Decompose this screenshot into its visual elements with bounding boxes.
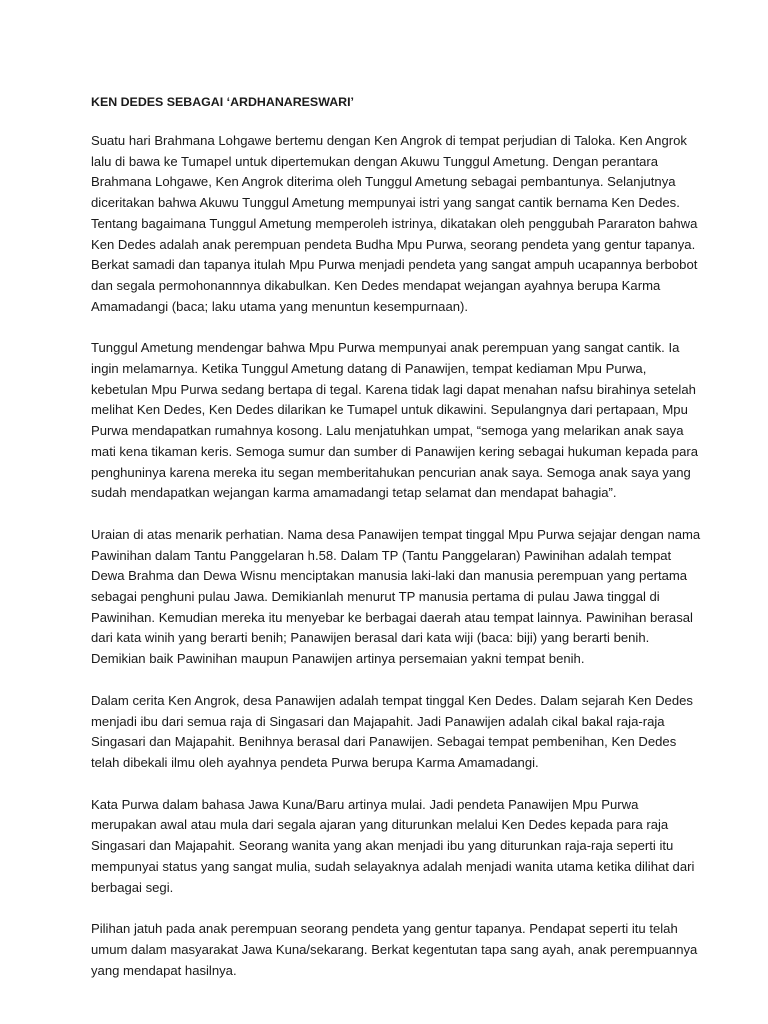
document-title: KEN DEDES SEBAGAI ‘ARDHANARESWARI’ (91, 95, 354, 109)
document-page (91, 92, 701, 1002)
paragraph-2: Tunggul Ametung mendengar bahwa Mpu Purwa mempunyai anak perempuan yang sangat cantik. Ia ingin melamarnya. Ketika Tunggul Ametung datang di Panawijen, tempat kediaman Mpu Purwa, kebetulan Mpu Purwa sedang bertapa di tegal. Karena tidak lagi dapat menahan nafsu birahinya setelah melihat Ken Dedes, Ken Dedes dilarikan ke Tumapel untuk dikawini. Sepulangnya dari pertapaan, Mpu Purwa mendapatkan rumahnya kosong. Lalu menjatuhkan umpat, “semoga yang melarikan anak saya mati kena tikaman keris. Semoga sumur dan sumber di Panawijen kering sebagai hukuman kepada para penghuninya karena mereka itu segan memberitahukan pencurian anak saya. Semoga anak saya yang sudah mendapatkan wejangan karma amamadangi tetap selamat dan mendapat bahagia”. (91, 340, 699, 501)
paragraph-1: Suatu hari Brahmana Lohgawe bertemu dengan Ken Angrok di tempat perjudian di Taloka. Ken Angrok lalu di bawa ke Tumapel untuk dipertemukan dengan Akuwu Tunggul Ametung. Dengan perantara Brahmana Lohgawe, Ken Angrok diterima oleh Tunggul Ametung sebagai pembantunya. Selanjutnya diceritakan bahwa Akuwu Tunggul Ametung mempunyai istri yang sangat cantik bernama Ken Dedes. Tentang bagaimana Tunggul Ametung memperoleh istrinya, dikatakan oleh penggubah Pararaton bahwa Ken Dedes adalah anak perempuan pendeta Budha Mpu Purwa, seorang pendeta yang gentur tapanya. Berkat samadi dan tapanya itulah Mpu Purwa menjadi pendeta yang sangat ampuh ucapannya berbobot dan segala permohonannnya dikabulkan. Ken Dedes mendapat wejangan ayahnya berupa Karma Amamadangi (baca; laku utama yang menuntun kesempurnaan). (91, 133, 698, 314)
paragraph-6: Pilihan jatuh pada anak perempuan seorang pendeta yang gentur tapanya. Pendapat seperti itu telah umum dalam masyarakat Jawa Kuna/sekarang. Berkat kegentutan tapa sang ayah, anak perempuannya yang mendapat hasilnya. (91, 921, 698, 978)
paragraph-5: Kata Purwa dalam bahasa Jawa Kuna/Baru artinya mulai. Jadi pendeta Panawijen Mpu Purwa merupakan awal atau mula dari segala ajaran yang diturunkan melalui Ken Dedes kepada para raja Singasari dan Majapahit. Seorang wanita yang akan menjadi ibu yang diturunkan raja-raja seperti itu mempunyai status yang sangat mulia, sudah selayaknya adalah menjadi wanita utama ketika dilihat dari berbagai segi. (91, 796, 695, 895)
paragraph-4: Dalam cerita Ken Angrok, desa Panawijen adalah tempat tinggal Ken Dedes. Dalam sejarah Ken Dedes menjadi ibu dari semua raja di Singasari dan Majapahit. Jadi Panawijen adalah cikal bakal raja-raja Singasari dan Majapahit. Benihnya berasal dari Panawijen. Sebagai tempat pembenihan, Ken Dedes telah dibekali ilmu oleh ayahnya pendeta Purwa berupa Karma Amamadangi. (91, 692, 693, 770)
paragraph-3: Uraian di atas menarik perhatian. Nama desa Panawijen tempat tinggal Mpu Purwa sejajar dengan nama Pawinihan dalam Tantu Panggelaran h.58. Dalam TP (Tantu Panggelaran) Pawinihan adalah tempat Dewa Brahma dan Dewa Wisnu menciptakan manusia laki-laki dan manusia perempuan yang pertama sebagai penghuni pulau Jawa. Demikianlah menurut TP manusia pertama di pulau Jawa tinggal di Pawinihan. Kemudian mereka itu menyebar ke berbagai daerah atau tempat lainnya. Pawinihan berasal dari kata winih yang berarti benih; Panawijen berasal dari kata wiji (baca: biji) yang berarti benih. Demikian baik Pawinihan maupun Panawijen artinya persemaian yakni tempat benih. (91, 526, 701, 667)
